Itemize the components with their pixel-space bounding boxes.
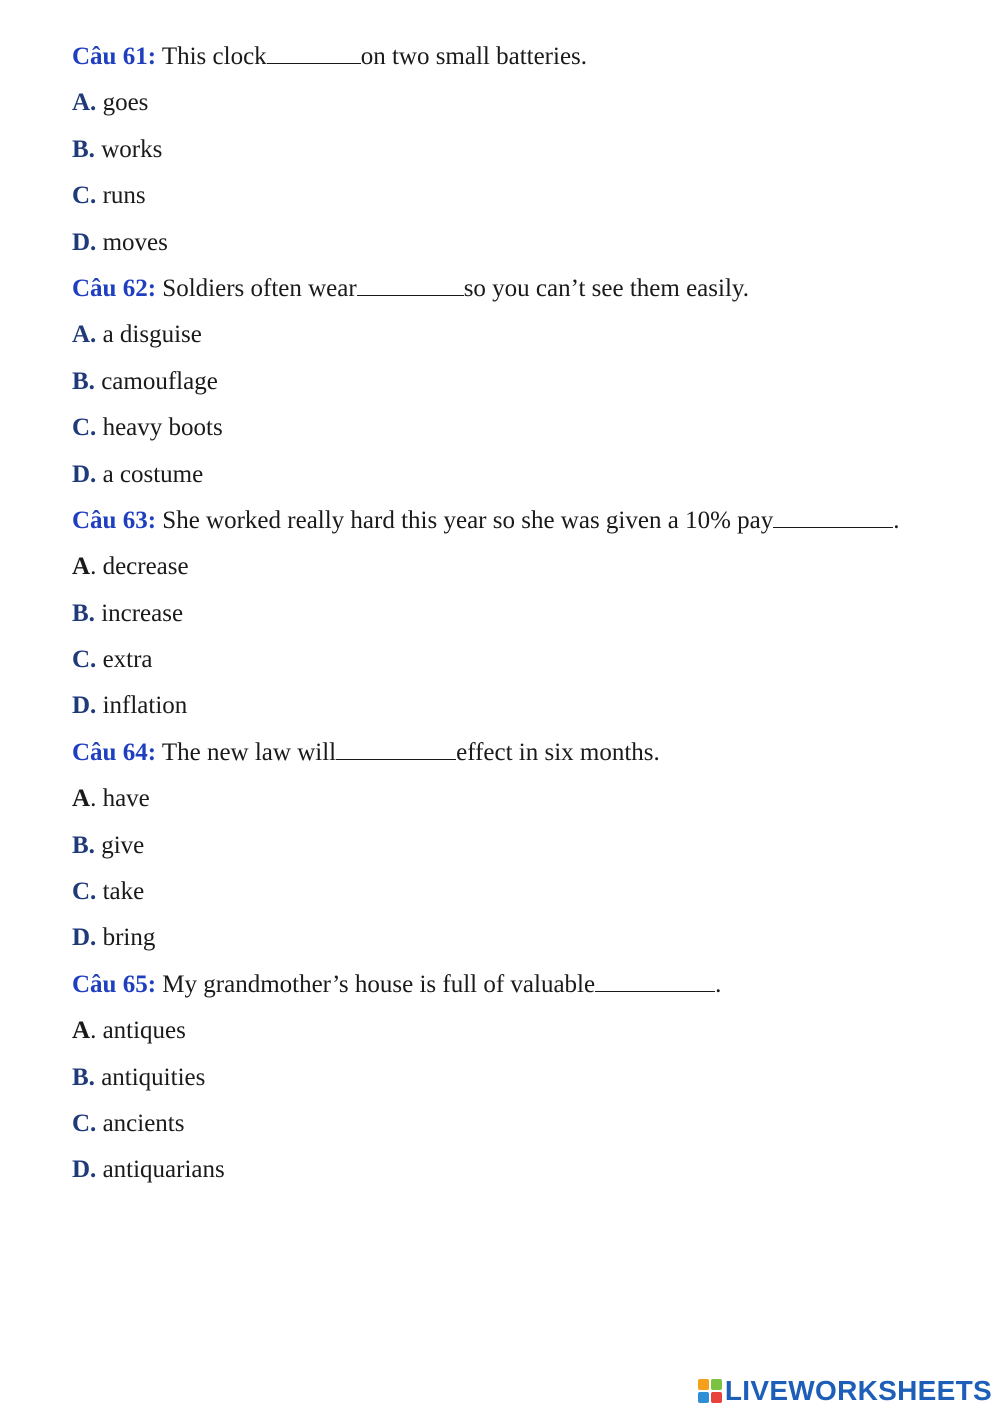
answer-blank[interactable]: [595, 971, 715, 992]
mark-square-2: [711, 1379, 722, 1390]
answer-blank[interactable]: [773, 507, 893, 528]
option-b[interactable]: [72, 591, 972, 637]
question-text-before: Soldiers often wear: [156, 274, 357, 302]
option-letter: D.: [72, 692, 97, 720]
option-text: give: [94, 831, 145, 859]
question-label: Câu 64:: [72, 738, 157, 766]
question-62: [72, 266, 972, 498]
question-text-after: effect in six months.: [456, 738, 660, 766]
option-b[interactable]: [72, 359, 972, 405]
option-c[interactable]: [72, 173, 972, 219]
option-text: heavy boots: [96, 414, 223, 442]
option-text: a disguise: [96, 321, 202, 349]
option-letter: C.: [72, 414, 97, 442]
question-text-before: The new law will: [156, 738, 337, 766]
question-text-after: .: [715, 970, 722, 998]
option-b[interactable]: [72, 823, 972, 869]
option-c[interactable]: [72, 1101, 972, 1147]
question-label: Câu 63:: [72, 506, 157, 534]
option-letter-dot: .: [90, 553, 97, 581]
option-text: take: [96, 878, 145, 906]
option-d[interactable]: [72, 1147, 972, 1193]
liveworksheets-logo: [698, 1375, 992, 1407]
option-a[interactable]: [72, 1008, 972, 1054]
question-label: Câu 62:: [72, 274, 157, 302]
question-63: [72, 498, 972, 730]
option-letter: D.: [72, 924, 97, 952]
option-letter: B.: [72, 1063, 95, 1091]
option-letter: D.: [72, 1156, 97, 1184]
option-c[interactable]: [72, 869, 972, 915]
option-text: camouflage: [94, 367, 218, 395]
option-letter: B.: [72, 831, 95, 859]
answer-blank[interactable]: [336, 739, 456, 760]
answer-blank[interactable]: [267, 43, 361, 64]
option-text: bring: [96, 924, 156, 952]
option-b[interactable]: [72, 127, 972, 173]
option-text: antiquities: [94, 1063, 206, 1091]
option-letter: A: [72, 1017, 91, 1045]
option-text: ancients: [96, 1109, 185, 1137]
answer-blank[interactable]: [357, 275, 464, 296]
option-text: works: [94, 135, 163, 163]
option-letter-dot: .: [90, 785, 97, 813]
question-stem: [72, 34, 972, 80]
option-text: decrease: [96, 553, 189, 581]
question-text-before: She worked really hard this year so she was given a 10% pay: [156, 506, 774, 534]
option-letter: B.: [72, 135, 95, 163]
option-a[interactable]: [72, 80, 972, 126]
option-text: inflation: [96, 692, 188, 720]
mark-square-3: [698, 1392, 709, 1403]
option-letter: B.: [72, 367, 95, 395]
option-text: have: [96, 785, 150, 813]
question-text-after: so you can’t see them easily.: [463, 274, 750, 302]
question-64: [72, 730, 972, 962]
option-letter: A: [72, 553, 91, 581]
option-c[interactable]: [72, 405, 972, 451]
option-text: goes: [96, 89, 149, 117]
question-label: Câu 65:: [72, 970, 157, 998]
option-a[interactable]: [72, 776, 972, 822]
liveworksheets-wordmark: LIVEWORKSHEETS: [724, 1375, 992, 1406]
question-61: [72, 34, 972, 266]
option-text: antiques: [96, 1017, 186, 1045]
question-stem: [72, 730, 972, 776]
option-letter: A.: [72, 321, 97, 349]
option-b[interactable]: [72, 1055, 972, 1101]
question-text-after: .: [893, 506, 900, 534]
mark-square-1: [698, 1379, 709, 1390]
option-letter: D.: [72, 228, 97, 256]
option-c[interactable]: [72, 637, 972, 683]
option-text: extra: [96, 646, 153, 674]
liveworksheets-mark-icon: [698, 1379, 722, 1403]
question-65: [72, 962, 972, 1194]
option-text: a costume: [96, 460, 204, 488]
question-stem: [72, 266, 972, 312]
worksheet: [72, 34, 972, 1194]
option-letter: A.: [72, 89, 97, 117]
question-text-before: My grandmother’s house is full of valuable: [156, 970, 596, 998]
question-stem: [72, 498, 972, 544]
option-letter: C.: [72, 1109, 97, 1137]
option-a[interactable]: [72, 312, 972, 358]
option-d[interactable]: [72, 452, 972, 498]
question-text-before: This clock: [156, 43, 267, 70]
question-stem: [72, 962, 972, 1008]
option-letter: C.: [72, 646, 97, 674]
option-text: runs: [96, 182, 146, 210]
option-d[interactable]: [72, 220, 972, 266]
question-label: Câu 61:: [72, 43, 157, 70]
option-letter: C.: [72, 182, 97, 210]
option-text: increase: [94, 599, 184, 627]
option-d[interactable]: [72, 683, 972, 729]
option-letter: B.: [72, 599, 95, 627]
option-letter: D.: [72, 460, 97, 488]
option-text: moves: [96, 228, 168, 256]
option-letter: C.: [72, 878, 97, 906]
question-text-after: on two small batteries.: [360, 43, 588, 70]
option-letter-dot: .: [90, 1017, 97, 1045]
option-d[interactable]: [72, 915, 972, 961]
mark-square-4: [711, 1392, 722, 1403]
option-text: antiquarians: [96, 1156, 225, 1184]
option-letter: A: [72, 785, 91, 813]
option-a[interactable]: [72, 544, 972, 590]
